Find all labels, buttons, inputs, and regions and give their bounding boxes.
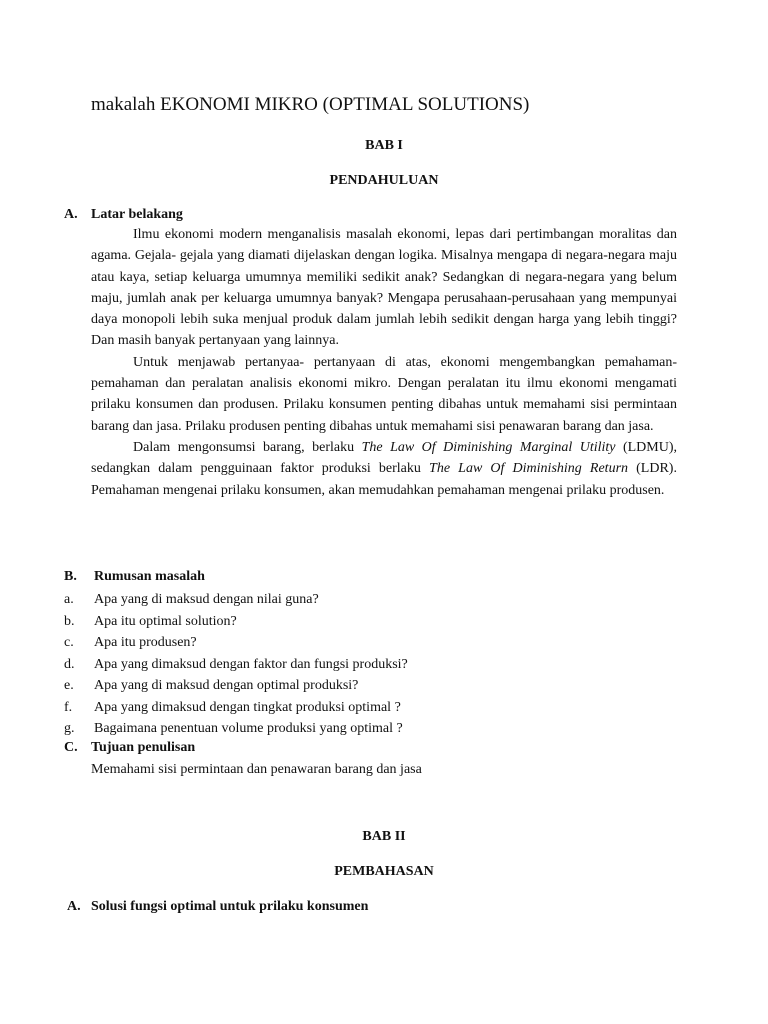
paragraph-3 [91, 437, 677, 501]
section-a-marker: A. [64, 207, 78, 222]
list-text: Apa yang dimaksud dengan tingkat produksi optimal ? [94, 699, 401, 715]
list-marker: b. [64, 613, 75, 629]
list-marker: a. [64, 592, 74, 607]
section-a2-heading [67, 897, 368, 917]
section-a-title: Latar belakang [91, 207, 183, 222]
bab1-label: BAB I [365, 138, 403, 153]
paragraph-3-part1: Dalam mengonsumsi barang, berlaku [133, 439, 362, 455]
section-c-text: Memahami sisi permintaan dan penawaran barang dan jasa [91, 762, 422, 777]
bab1-heading: PENDAHULUAN [329, 173, 439, 188]
list-text: Apa itu produsen? [94, 635, 197, 650]
paragraph-3-italic-ldr: The Law Of Diminishing Return [429, 461, 629, 477]
paragraph-3-part2: (LDMU), sedangkan dalam pengguinaan faktor produksi berlaku [91, 439, 678, 477]
list-text: Apa yang dimaksud dengan faktor dan fungsi produksi? [94, 656, 408, 672]
section-b-title: Rumusan masalah [94, 569, 205, 584]
paragraph-1: Ilmu ekonomi modern menganalisis masalah ekonomi, lepas dari pertimbangan moralitas dan agama. Gejala- gejala yang diamati dijelaskan dengan logika. Misalnya mengapa di negara-negara maju atau kaya, setiap keluarga umumnya memiliki sedikit anak? Sedangkan di negara-negara yang belum maju, jumlah anak per keluarga umumnya banyak? Mengapa perusahaan-perusahaan yang mempunyai daya monopoli lebih suka menjual produk dalam jumlah lebih sedikit dengan harga yang lebih tinggi? Dan masih banyak pertanyaan yang lainnya. [91, 227, 677, 349]
list-text: Apa yang di maksud dengan optimal produksi? [94, 678, 359, 693]
list-item [64, 718, 408, 740]
paragraph-3-part3: (LDR). Pemahaman mengenai prilaku konsumen, akan memudahkan pemahaman mengenai prilaku produsen. [91, 461, 677, 498]
problem-list [64, 589, 408, 740]
list-marker: c. [64, 635, 74, 650]
list-marker: f. [64, 699, 73, 715]
list-item [64, 632, 408, 654]
section-b-heading [64, 567, 205, 587]
list-item [64, 611, 408, 633]
section-c-heading [64, 738, 195, 758]
list-item [64, 697, 408, 719]
list-item [64, 589, 408, 611]
paragraph-3-italic-ldmu: The Law Of Diminishing Marginal Utility [361, 439, 616, 455]
list-marker: d. [64, 656, 75, 672]
section-a-body [91, 224, 677, 501]
section-a2-title: Solusi fungsi optimal untuk prilaku konsumen [91, 899, 369, 914]
list-text: Bagaimana penentuan volume produksi yang optimal ? [94, 721, 403, 736]
document-title: makalah EKONOMI MIKRO (OPTIMAL SOLUTIONS) [91, 94, 530, 115]
section-b-marker: B. [64, 569, 77, 584]
list-item [64, 654, 408, 676]
list-text: Apa itu optimal solution? [94, 613, 237, 629]
section-c-title: Tujuan penulisan [91, 740, 196, 755]
bab2-heading: PEMBAHASAN [334, 864, 434, 879]
section-a-heading [64, 205, 183, 225]
section-a2-marker: A. [67, 899, 81, 914]
section-c-marker: C. [64, 740, 78, 755]
list-item [64, 675, 408, 697]
list-marker: e. [64, 678, 74, 693]
list-text: Apa yang di maksud dengan nilai guna? [94, 592, 319, 607]
bab2-label: BAB II [362, 829, 406, 844]
paragraph-2: Untuk menjawab pertanyaa- pertanyaan di atas, ekonomi mengembangkan pemahaman-pemahaman dan peralatan analisis ekonomi mikro. Dengan peralatan itu ilmu ekonomi mengamati prilaku konsumen dan produsen. Prilaku konsumen penting dibahas untuk memahami sisi permintaan barang dan jasa. Prilaku produsen penting dibahas untuk memahami sisi penawaran barang dan jasa. [91, 354, 677, 434]
list-marker: g. [64, 721, 75, 736]
